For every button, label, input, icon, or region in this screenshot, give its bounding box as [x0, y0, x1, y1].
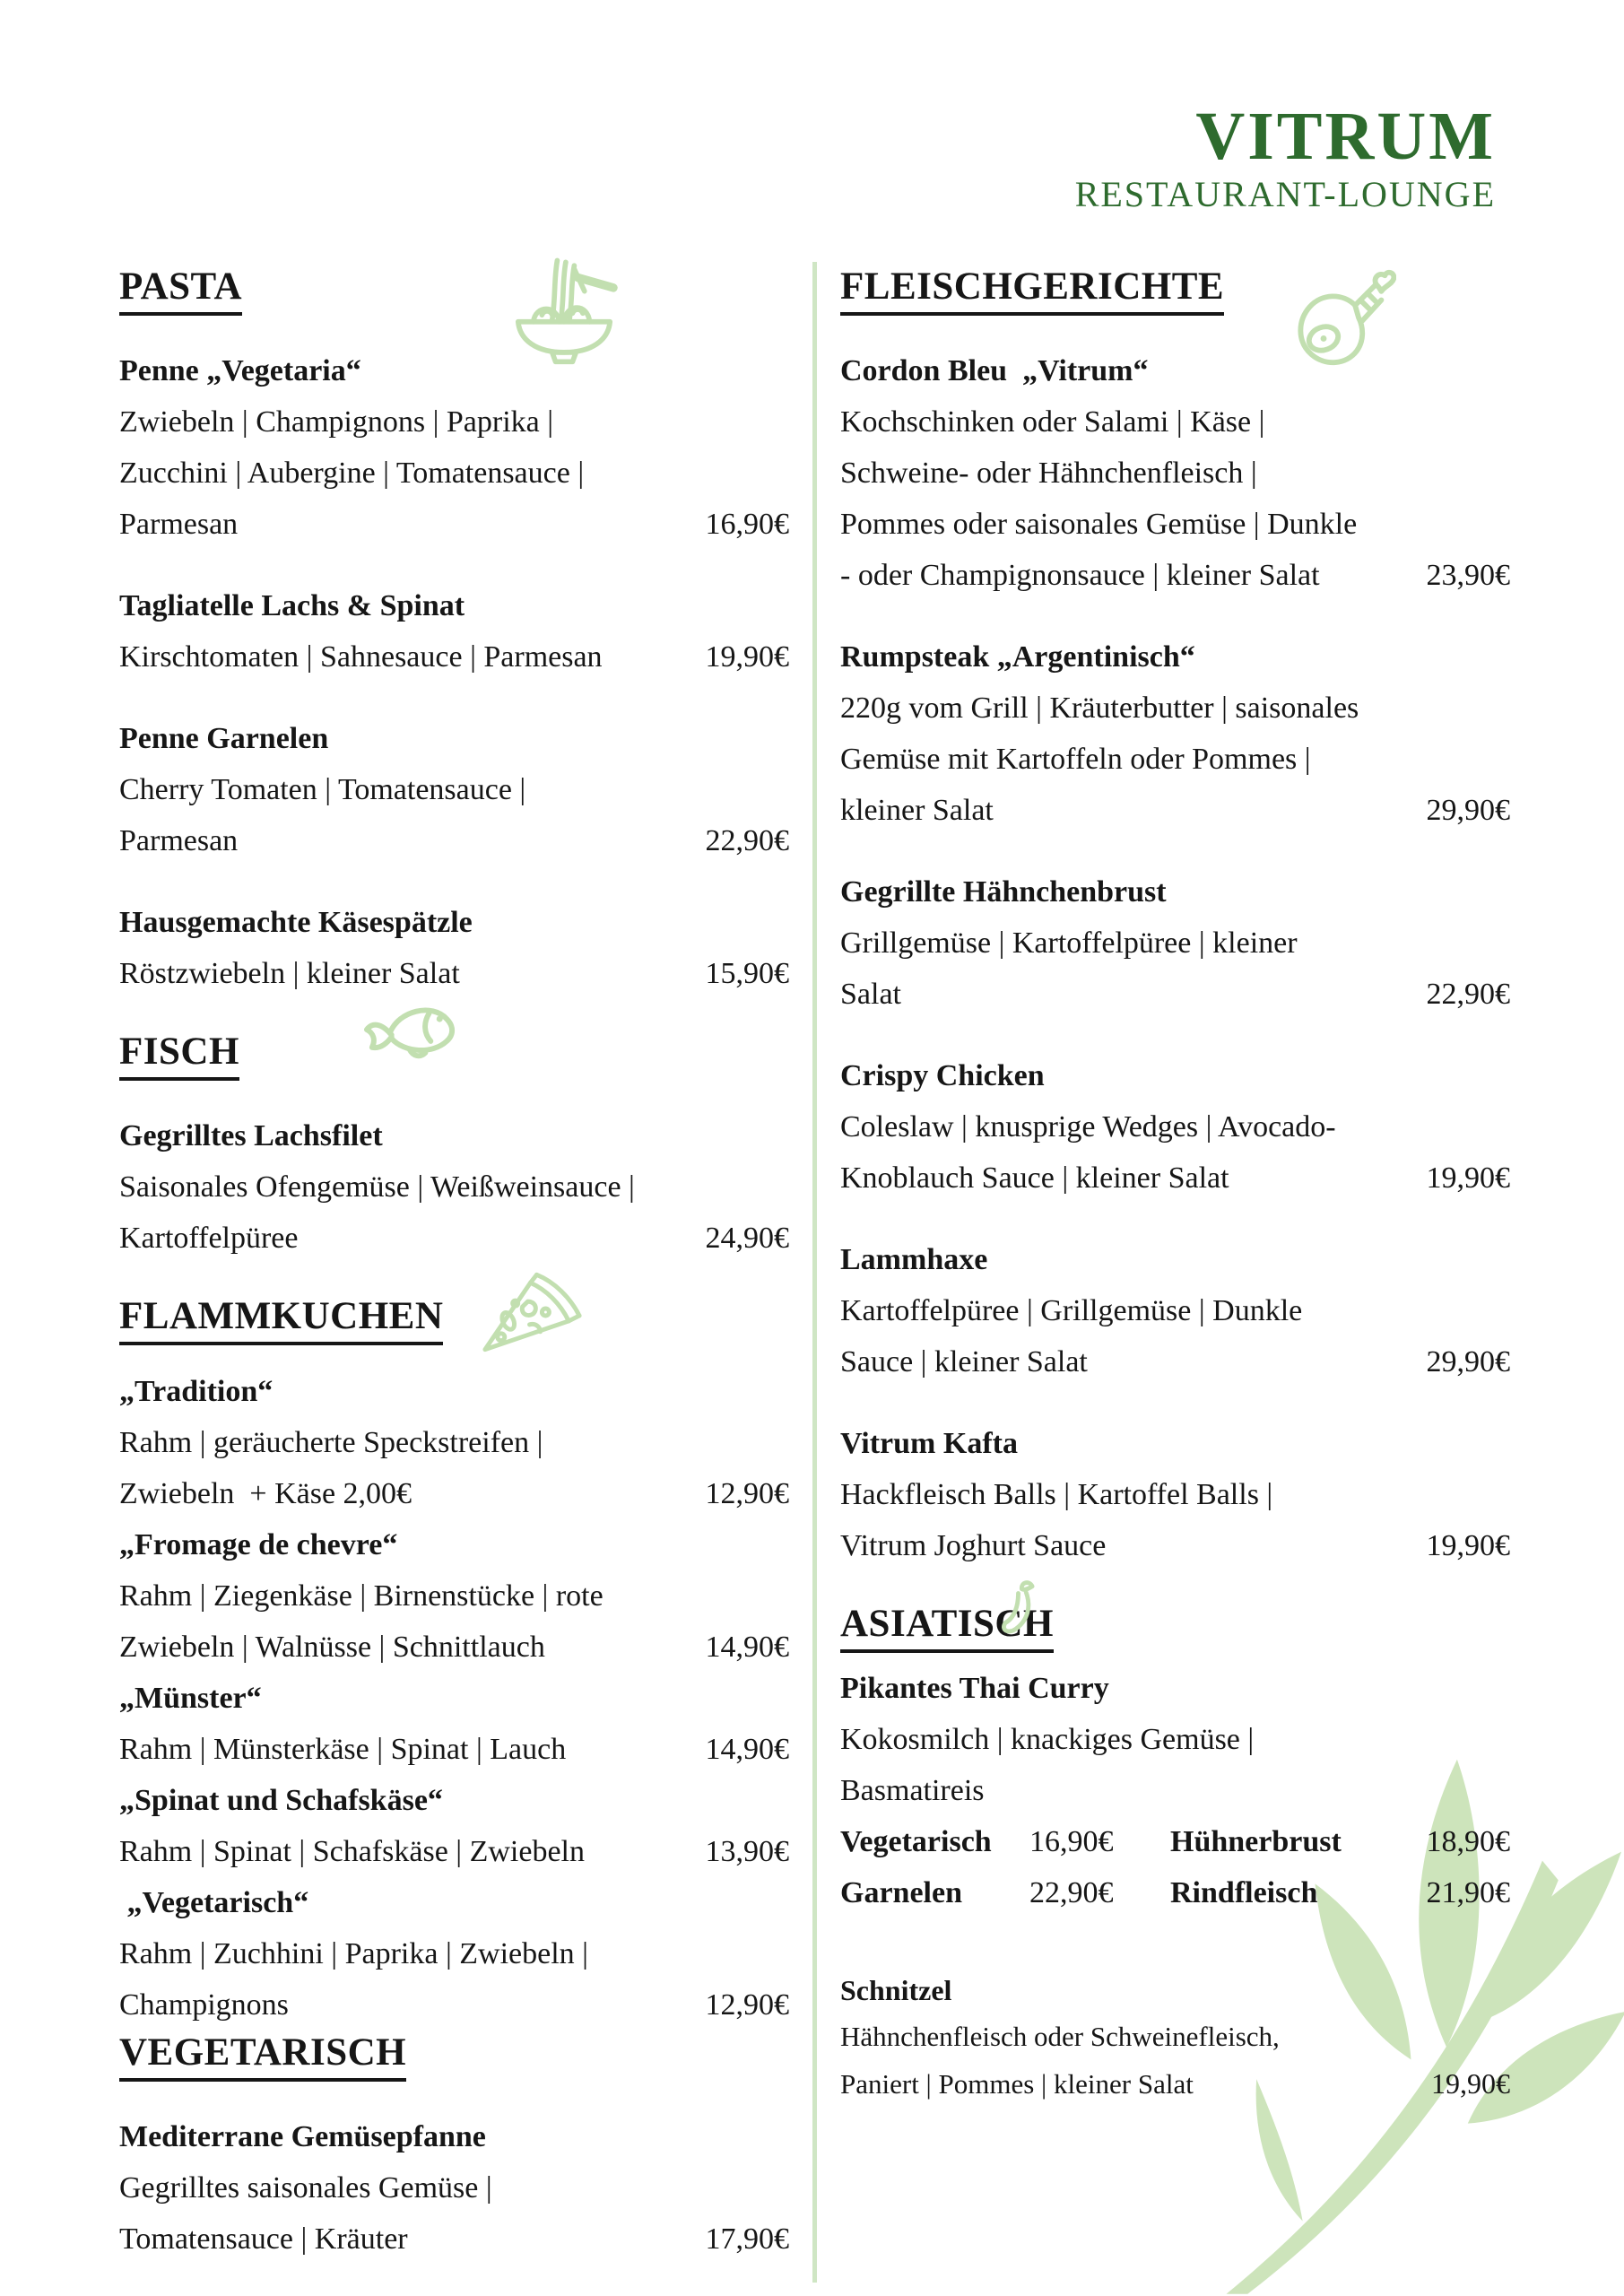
menu-section	[840, 265, 1510, 1571]
item-description-text: Champignons	[119, 1988, 289, 2022]
item-description-text: Tomatensauce | Kräuter	[119, 2222, 408, 2256]
variant-price: 18,90€	[1426, 1825, 1510, 1858]
item-description-text: Röstzwiebeln | kleiner Salat	[119, 957, 460, 990]
item-name: „Vegetarisch“	[119, 1886, 309, 1919]
item-description-text: Saisonales Ofengemüse | Weißweinsauce |	[119, 1170, 635, 1204]
item-description-line	[840, 1152, 1510, 1204]
item-description-text: Zwiebeln | Champignons | Paprika |	[119, 405, 554, 439]
item-price: 22,90€	[705, 824, 789, 857]
menu-item	[119, 345, 789, 550]
item-name: Tagliatelle Lachs & Spinat	[119, 589, 465, 622]
menu-item	[119, 1110, 789, 1264]
item-name: Penne „Vegetaria“	[119, 354, 361, 387]
variant-price: 22,90€	[1029, 1876, 1114, 1909]
item-price: 14,90€	[705, 1631, 789, 1664]
section-title: VEGETARISCH	[119, 2031, 406, 2082]
item-description-line	[840, 918, 1510, 969]
item-description-text: Basmatireis	[840, 1774, 985, 1807]
menu-item	[119, 580, 789, 683]
item-description-line	[840, 785, 1510, 836]
item-price: 19,90€	[705, 640, 789, 674]
item-description-text: Cherry Tomaten | Tomatensauce |	[119, 773, 526, 806]
item-description-line	[840, 1285, 1510, 1336]
menu-item	[840, 1418, 1510, 1571]
menu-item	[840, 1967, 1510, 2108]
item-price: 13,90€	[705, 1835, 789, 1868]
column-right	[840, 265, 1510, 2138]
section-heading-row	[840, 265, 1510, 315]
item-description-line	[119, 2162, 789, 2213]
item-name: „Spinat und Schafskäse“	[119, 1784, 443, 1817]
item-description-text: 220g vom Grill | Kräuterbutter | saisonales	[840, 691, 1359, 725]
variant-grid	[840, 1816, 1510, 1918]
item-description-text: Kokosmilch | knackiges Gemüse |	[840, 1723, 1255, 1756]
item-description-text: Rahm | geräucherte Speckstreifen |	[119, 1426, 543, 1459]
menu-item	[119, 2111, 789, 2265]
section-title: ASIATISCH	[840, 1602, 1054, 1653]
item-description-line	[119, 1570, 789, 1622]
menu-item	[119, 897, 789, 999]
item-description-line	[119, 1724, 789, 1775]
menu-section	[119, 1030, 789, 1264]
item-description-line	[119, 1826, 789, 1877]
item-price: 12,90€	[705, 1988, 789, 2022]
item-description-text: Rahm | Ziegenkäse | Birnenstücke | rote	[119, 1579, 604, 1613]
item-price: 19,90€	[1431, 2067, 1510, 2100]
item-price: 29,90€	[1426, 794, 1510, 827]
item-description-text: Salat	[840, 978, 901, 1011]
item-description-text: Parmesan	[119, 824, 239, 857]
item-description-line	[840, 969, 1510, 1020]
item-price: 19,90€	[1426, 1529, 1510, 1562]
item-description-line	[840, 1714, 1510, 1765]
pasta-icon	[502, 252, 626, 367]
menu-item	[840, 631, 1510, 836]
item-description-text: Rahm | Spinat | Schafskäse | Zwiebeln	[119, 1835, 585, 1868]
item-name: „Münster“	[119, 1682, 262, 1715]
item-description-text: Pommes oder saisonales Gemüse | Dunkle	[840, 508, 1358, 541]
section-title: FLAMMKUCHEN	[119, 1294, 443, 1345]
item-description-text: Rahm | Zuchhini | Paprika | Zwiebeln |	[119, 1937, 588, 1970]
item-description-line	[119, 1928, 789, 1979]
menu-item	[119, 1673, 789, 1775]
item-description-line	[119, 1468, 789, 1519]
item-name: „Fromage de chevre“	[119, 1528, 398, 1561]
item-description-line	[840, 448, 1510, 499]
item-name: Hausgemachte Käsespätzle	[119, 906, 473, 939]
menu-item	[119, 713, 789, 866]
item-description-line	[840, 396, 1510, 448]
item-description-text: Gegrilltes saisonales Gemüse |	[119, 2171, 492, 2205]
menu-section	[840, 1602, 1510, 2108]
item-description-line	[840, 683, 1510, 734]
section-items	[119, 2111, 789, 2265]
item-description-text: Hackfleisch Balls | Kartoffel Balls |	[840, 1478, 1273, 1511]
variant-label: Rindfleisch	[1170, 1876, 1318, 1909]
section-items	[119, 1366, 789, 2031]
item-description-text: Gemüse mit Kartoffeln oder Pommes |	[840, 743, 1311, 776]
brand	[1075, 100, 1496, 215]
variant-price: 21,90€	[1426, 1876, 1510, 1909]
item-description-text: Kochschinken oder Salami | Käse |	[840, 405, 1265, 439]
column-divider	[812, 262, 817, 2283]
item-description-line	[119, 448, 789, 499]
chili-icon	[994, 1578, 1043, 1639]
item-name: Lammhaxe	[840, 1243, 988, 1276]
menu-item	[840, 345, 1510, 601]
item-description-line	[119, 1622, 789, 1673]
menu-item	[840, 1663, 1510, 1918]
item-description-text: Grillgemüse | Kartoffelpüree | kleiner	[840, 926, 1298, 960]
menu-section	[119, 265, 789, 999]
item-description-line	[119, 764, 789, 815]
item-description-text: kleiner Salat	[840, 794, 994, 827]
item-description-line	[119, 2213, 789, 2265]
item-description-line	[840, 1336, 1510, 1387]
item-description-line	[840, 734, 1510, 785]
column-left	[119, 265, 789, 2295]
section-heading-row	[119, 1294, 789, 1344]
item-price: 29,90€	[1426, 1345, 1510, 1378]
item-price: 19,90€	[1426, 1161, 1510, 1195]
item-description-text: Rahm | Münsterkäse | Spinat | Lauch	[119, 1733, 567, 1766]
item-description-line	[119, 499, 789, 550]
section-title: PASTA	[119, 265, 242, 316]
item-description-text: Paniert | Pommes | kleiner Salat	[840, 2068, 1194, 2100]
menu-item	[840, 1050, 1510, 1204]
section-items	[119, 345, 789, 999]
item-description-line	[840, 1101, 1510, 1152]
item-name: Mediterrane Gemüsepfanne	[119, 2120, 486, 2153]
item-name: Cordon Bleu „Vitrum“	[840, 354, 1149, 387]
item-name: Pikantes Thai Curry	[840, 1672, 1109, 1705]
section-title: FLEISCHGERICHTE	[840, 265, 1224, 316]
item-description-text: Vitrum Joghurt Sauce	[840, 1529, 1107, 1562]
item-description-text: - oder Champignonsauce | kleiner Salat	[840, 559, 1320, 592]
menu-item	[119, 1775, 789, 1877]
item-description-line	[840, 550, 1510, 601]
section-heading-row	[119, 1030, 789, 1080]
variant-price: 16,90€	[1029, 1825, 1114, 1858]
item-description-text: Kartoffelpüree	[119, 1222, 299, 1255]
item-name: Rumpsteak „Argentinisch“	[840, 640, 1195, 674]
item-name: Crispy Chicken	[840, 1059, 1045, 1092]
brand-name: VITRUM	[1195, 99, 1496, 174]
item-description-text: Kirschtomaten | Sahnesauce | Parmesan	[119, 640, 603, 674]
menu-item	[840, 866, 1510, 1020]
menu-section	[119, 1294, 789, 2031]
item-description-line	[119, 1213, 789, 1264]
section-items	[119, 1110, 789, 1264]
item-name: Schnitzel	[840, 1974, 952, 2006]
item-name: „Tradition“	[119, 1375, 274, 1408]
item-description-line	[119, 1161, 789, 1213]
item-description-line	[119, 396, 789, 448]
variant-label: Garnelen	[840, 1876, 962, 1909]
item-description-text: Zucchini | Aubergine | Tomatensauce |	[119, 457, 585, 490]
menu-section	[119, 2031, 789, 2265]
pizza-icon	[476, 1267, 587, 1357]
item-description-text: Kartoffelpüree | Grillgemüse | Dunkle	[840, 1294, 1303, 1327]
section-title: FISCH	[119, 1030, 239, 1081]
section-items	[840, 1663, 1510, 2108]
variant-label: Hühnerbrust	[1170, 1825, 1342, 1858]
item-description-line	[119, 1417, 789, 1468]
menu-item	[119, 1366, 789, 1519]
item-price: 16,90€	[705, 508, 789, 541]
item-description-line	[840, 499, 1510, 550]
item-description-line	[119, 948, 789, 999]
item-name: Gegrillte Hähnchenbrust	[840, 875, 1167, 909]
item-description-line	[840, 1765, 1510, 1816]
item-price: 22,90€	[1426, 978, 1510, 1011]
item-name: Penne Garnelen	[119, 722, 329, 755]
item-description-line	[840, 2013, 1510, 2060]
item-price: 17,90€	[705, 2222, 789, 2256]
fish-icon	[360, 994, 462, 1065]
variant-label: Vegetarisch	[840, 1825, 992, 1858]
item-description-text: Parmesan	[119, 508, 239, 541]
item-price: 15,90€	[705, 957, 789, 990]
item-description-line	[840, 1469, 1510, 1520]
item-description-text: Hähnchenfleisch oder Schweinefleisch,	[840, 2021, 1280, 2052]
item-description-text: Schweine- oder Hähnchenfleisch |	[840, 457, 1257, 490]
item-price: 24,90€	[705, 1222, 789, 1255]
menu-item	[840, 1234, 1510, 1387]
item-description-text: Zwiebeln | Walnüsse | Schnittlauch	[119, 1631, 545, 1664]
item-description-text: Knoblauch Sauce | kleiner Salat	[840, 1161, 1229, 1195]
item-price: 14,90€	[705, 1733, 789, 1766]
section-heading-row	[119, 2031, 789, 2081]
item-description-text: Sauce | kleiner Salat	[840, 1345, 1088, 1378]
item-description-line	[840, 2060, 1510, 2108]
item-description-text: Zwiebeln + Käse 2,00€	[119, 1477, 413, 1510]
section-heading-row	[119, 265, 789, 315]
brand-tagline: RESTAURANT-LOUNGE	[1074, 174, 1496, 214]
item-name: Gegrilltes Lachsfilet	[119, 1119, 383, 1152]
menu-item	[119, 1519, 789, 1673]
item-price: 23,90€	[1426, 559, 1510, 592]
item-description-line	[119, 815, 789, 866]
section-items	[840, 345, 1510, 1571]
item-description-line	[840, 1520, 1510, 1571]
item-description-text: Coleslaw | knusprige Wedges | Avocado-	[840, 1110, 1336, 1144]
ham-icon	[1287, 266, 1396, 372]
section-heading-row	[840, 1602, 1510, 1652]
menu-item	[119, 1877, 789, 2031]
item-name: Vitrum Kafta	[840, 1427, 1018, 1460]
item-description-line	[119, 1979, 789, 2031]
item-description-line	[119, 631, 789, 683]
item-price: 12,90€	[705, 1477, 789, 1510]
